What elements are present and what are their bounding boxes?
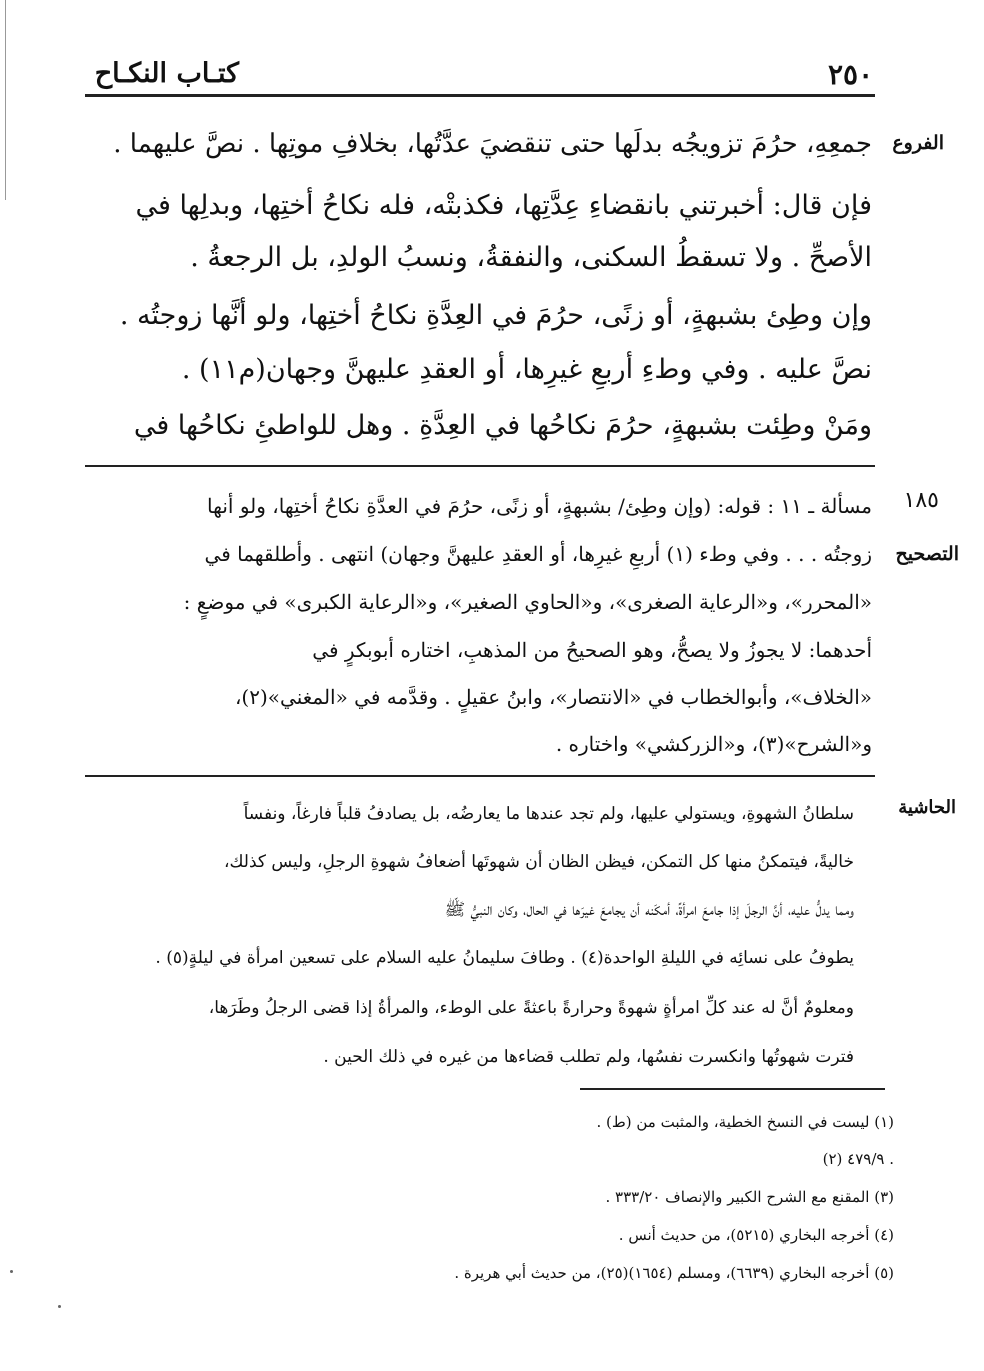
hashiya-line: سلطانُ الشهوةِ، ويستولي عليها، ولم تجد عندها ما يعارضُه، بل يصادفُ قلباً فارغاً، ونفساً: [243, 804, 854, 824]
tashih-line: «المحرر»، و«الرعاية الصغرى»، و«الحاوي الصغير»، و«الرعاية الكبرى» في موضعٍ :: [183, 590, 872, 614]
hashiya-line: يطوفُ على نسائِه في الليلةِ الواحدة(٤) . وطافَ سليمانُ عليه السلام على تسعين امرأة في ليلةٍ(٥) .: [155, 948, 854, 968]
tashih-divider: [85, 775, 875, 777]
footnote-item: (٢) ٤٧٩/٩ .: [822, 1150, 894, 1168]
footnote-item: (١) ليست في النسخ الخطية، والمثبت من (ط) .: [596, 1113, 894, 1131]
hashiya-line: ومما يدلُّ عليه، أنَّ الرجلَ إذا جامعَ امرأةً، أمكَنه أن يجامعَ غيرَها في الحال، وكان النبيُّ ﷺ: [444, 900, 854, 920]
book-title: كتـاب النكـاح: [94, 58, 239, 89]
scan-speck: [10, 1270, 13, 1273]
footnote-item: (٥) أخرجه البخاري (٦٦٣٩)، ومسلم (١٦٥٤)(٢٥)، من حديث أبي هريرة .: [454, 1264, 894, 1282]
margin-line: [5, 0, 6, 200]
furu-line: وإن وطِئ بشبهةٍ، أو زنًى، حرُمَ في العِدَّةِ نكاحُ أختِها، ولو أنَّها زوجتُه .: [119, 300, 872, 331]
furu-divider: [85, 465, 875, 467]
furu-line: الأصحِّ . ولا تسقطُ السكنى، والنفقةُ، ونسبُ الولدِ، بل الرجعةُ .: [190, 242, 872, 273]
header-rule: [85, 94, 875, 97]
hashiya-line: فترت شهوتُها وانكسرت نفسُها، ولم تطلب قضاءها من غيره في ذلك الحين .: [323, 1047, 854, 1067]
hashiya-label: الحاشية: [898, 797, 956, 818]
footnote-item: (٤) أخرجه البخاري (٥٢١٥)، من حديث أنس .: [618, 1226, 894, 1244]
section-number-185: ١٨٥: [903, 488, 939, 513]
footnote-divider: [580, 1088, 885, 1090]
hashiya-line: خاليةً، فيتمكنُ منها كل التمكن، فيظن الظان أن شهوتَها أضعافُ شهوةِ الرجلِ، وليس كذلك،: [223, 852, 854, 872]
tashih-line: أحدهما: لا يجوزُ ولا يصحُّ، وهو الصحيحُ من المذهبِ، اختاره أبوبكرٍ في: [312, 638, 872, 662]
furu-line: ومَنْ وطِئت بشبهةٍ، حرُمَ نكاحُها في العِدَّةِ . وهل للواطئِ نكاحُها في: [133, 410, 872, 441]
tashih-line: و«الشرح»(٣)، و«الزركشي» واختاره .: [555, 732, 872, 756]
furu-line: فإن قال: أخبرتني بانقضاءِ عِدَّتِها، فكذبتْه، فله نكاحُ أختِها، وبدلِها في: [135, 190, 872, 221]
page-number: ٢٥٠: [828, 58, 874, 91]
hashiya-line: ومعلومٌ أنَّ له عند كلِّ امرأةٍ شهوةً وحرارةً باعثةً على الوطء، والمرأةُ إذا قضى الرجلُ وطَرَها،: [208, 998, 854, 1018]
footnote-item: (٣) المقنع مع الشرح الكبير والإنصاف ٣٣٣/٢٠ .: [605, 1188, 894, 1206]
furu-label: الفروع: [892, 132, 944, 154]
scan-speck: [58, 1305, 61, 1308]
tashih-label: التصحيح: [895, 543, 959, 565]
furu-line: نصَّ عليه . وفي وطءِ أربعِ غيرِها، أو العقدِ عليهنَّ وجهان(م١١) .: [181, 354, 872, 385]
furu-line: جمعِهِ، حرُمَ تزويجُه بدلَها حتى تنقضيَ عدَّتُها، بخلافِ موتِها . نصَّ عليهما .: [113, 129, 872, 159]
tashih-line: زوجتُه . . . وفي وطء (١) أربعِ غيرِها، أو العقدِ عليهنَّ وجهان) انتهى . وأطلقهما في: [204, 542, 872, 566]
tashih-line: «الخلاف»، وأبوالخطاب في «الانتصار»، وابنُ عقيلٍ . وقدَّمه في «المغني»(٢)،: [234, 685, 872, 709]
tashih-line: مسألة ـ ١١ : قوله: (وإن وطِئ/ بشبهةٍ، أو زنًى، حرُمَ في العدَّةِ نكاحُ أختِها، ولو أنها: [207, 494, 872, 518]
